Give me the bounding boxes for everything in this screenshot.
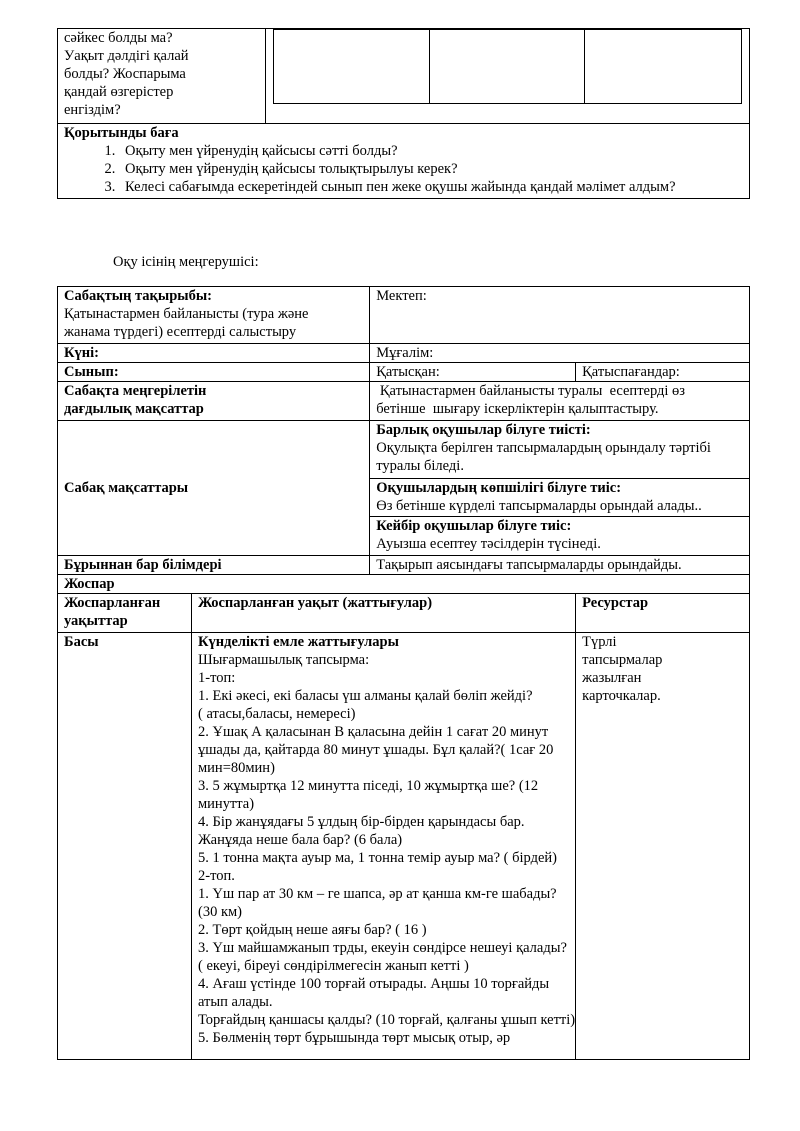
activity-line: ұшады да, қайтарда 80 минут ұшады. Бұл қалай?( 1сағ 20 — [198, 742, 554, 758]
manager-signature-line: Оқу ісінің меңгерушісі: — [113, 254, 259, 270]
objective-all-cell — [370, 421, 750, 479]
activity-line: 2. Ұшақ А қаласынан В қаласына дейін 1 сағат 20 минут — [198, 724, 549, 740]
activity-line: 4. Ағаш үстінде 100 торғай отырады. Аңшы 10 торғайды — [198, 976, 550, 992]
activity-line: 1. Үш пар ат 30 км – ге шапса, әр ат қанша км-ге шабады? — [198, 886, 557, 902]
activity-line: Жанұяда неше бала бар? (6 бала) — [198, 832, 403, 848]
header-text: уақыттар — [64, 613, 128, 629]
prior-knowledge-text: Тақырып аясындағы тапсырмаларды орындайды. — [370, 556, 750, 575]
notes-cell — [585, 30, 742, 104]
present-label: Қатысқан: — [370, 363, 576, 382]
list-item: 3. Келесі сабағымда ескеретіндей сынып пен жеке оқушы жайында қандай мәлімет алдым? — [119, 178, 749, 196]
text-line: Уақыт дәлдігі қалай — [64, 48, 189, 64]
topic-text: жанама түрдегі) есептерді салыстыру — [64, 324, 297, 340]
objective-text: Ауызша есептеу тәсілдерін түсінеді. — [376, 536, 601, 552]
objective-text: туралы біледі. — [376, 458, 464, 474]
activity-line: (30 км) — [198, 904, 243, 920]
text-line: қандай өзгерістер — [64, 84, 174, 100]
objective-heading: Кейбір оқушылар білуге тиіс: — [376, 518, 572, 534]
activity-line: 2. Төрт қойдың неше аяғы бар? ( 16 ) — [198, 922, 427, 938]
notes-cell — [429, 30, 585, 104]
activity-line: 5. Бөлменің төрт бұрышында төрт мысық отыр, әр — [198, 1030, 511, 1046]
activity-line: мин=80мин) — [198, 760, 275, 776]
notes-grid — [273, 29, 742, 104]
topic-text: Қатынастармен байланысты (тура және — [64, 306, 309, 322]
list-item: 1. Оқыту мен үйренудің қайсысы сәтті болды? — [119, 142, 749, 160]
skills-label: дағдылық мақсаттар — [64, 401, 204, 417]
list-item: 2. Оқыту мен үйренудің қайсысы толықтырылуы керек? — [119, 160, 749, 178]
resource-line: Түрлі — [582, 634, 617, 650]
text-line: сәйкес болды ма? — [64, 30, 173, 46]
col-header-time — [58, 594, 192, 633]
school-label: Мектеп: — [376, 288, 427, 304]
objectives-label: Сабақ мақсаттары — [58, 421, 370, 556]
summary-list — [64, 142, 749, 196]
header-text: Жоспарланған — [64, 595, 161, 611]
reflection-table — [57, 28, 750, 199]
objective-most-cell — [370, 479, 750, 517]
activity-line: 5. 1 тонна мақта ауыр ма, 1 тонна темір ауыр ма? ( бірдей) — [198, 850, 557, 866]
activity-line: минутта) — [198, 796, 255, 812]
skills-label: Сабақта меңгерілетін — [64, 383, 207, 399]
activity-line: 1-топ: — [198, 670, 236, 686]
text-line: болды? Жоспарыма — [64, 66, 186, 82]
topic-label: Сабақтың тақырыбы: — [64, 288, 213, 304]
lesson-plan-table — [57, 286, 750, 1060]
prior-knowledge-label: Бұрыннан бар білімдері — [58, 556, 370, 575]
resource-line: тапсырмалар — [582, 652, 663, 668]
topic-cell — [58, 287, 370, 344]
activity-line: ( атасы,баласы, немересі) — [198, 706, 356, 722]
activity-line: ( екеуі, біреуі сөндірілмегесін жанып кетті ) — [198, 958, 469, 974]
summary-heading: Қорытынды баға — [64, 125, 179, 141]
objective-heading: Оқушылардың көпшілігі білуге тиіс: — [376, 480, 622, 496]
activity-line: 3. Үш майшамжанып трды, екеуін сөндірсе нешеуі қалады? — [198, 940, 567, 956]
activity-line: 4. Бір жанұядағы 5 ұлдың бір-бірден қарындасы бар. — [198, 814, 525, 830]
skills-label-cell — [58, 382, 370, 421]
col-header-activities: Жоспарланған уақыт (жаттығулар) — [192, 594, 576, 633]
skills-value-cell — [370, 382, 750, 421]
teacher-label: Мұғалім: — [370, 344, 750, 363]
summary-cell — [58, 124, 750, 199]
objective-heading: Барлық оқушылар білуге тиісті: — [376, 422, 591, 438]
reflection-notes-cell — [266, 29, 750, 124]
class-label: Сынып: — [58, 363, 370, 382]
resource-line: жазылған — [582, 670, 642, 686]
date-label: Күні: — [58, 344, 370, 363]
activity-line: 3. 5 жұмыртқа 12 минутта піседі, 10 жұмыртқа ше? (12 — [198, 778, 539, 794]
skills-text: бетінше шығару іскерліктерін қалыптастыру. — [376, 401, 659, 417]
col-header-resources: Ресурстар — [576, 594, 750, 633]
objective-text: Өз бетінше күрделі тапсырмаларды орындай алады.. — [376, 498, 702, 514]
notes-cell — [274, 30, 430, 104]
absent-label: Қатыспағандар: — [576, 363, 750, 382]
objective-some-cell — [370, 517, 750, 556]
text-line: енгіздім? — [64, 102, 121, 118]
activity-line: Шығармашылық тапсырма: — [198, 652, 370, 668]
reflection-questions-cell — [58, 29, 266, 124]
activity-line: 1. Екі әкесі, екі баласы үш алманы қалай бөліп жейді? — [198, 688, 533, 704]
activity-line: атып алады. — [198, 994, 273, 1010]
skills-text: Қатынастармен байланысты туралы есептерді өз — [376, 383, 686, 399]
resource-line: карточкалар. — [582, 688, 661, 704]
activity-line: Торғайдың қаншасы қалды? (10 торғай, қалғаны ұшып кетті) — [198, 1012, 576, 1028]
activity-heading: Күнделікті емле жаттығулары — [198, 634, 399, 650]
activities-cell — [192, 633, 576, 1060]
stage-label: Басы — [58, 633, 192, 1060]
activity-line: 2-топ. — [198, 868, 235, 884]
school-cell — [370, 287, 750, 344]
objective-text: Оқулықта берілген тапсырмалардың орындалу тәртібі — [376, 440, 711, 456]
plan-label: Жоспар — [58, 575, 750, 594]
resources-cell — [576, 633, 750, 1060]
